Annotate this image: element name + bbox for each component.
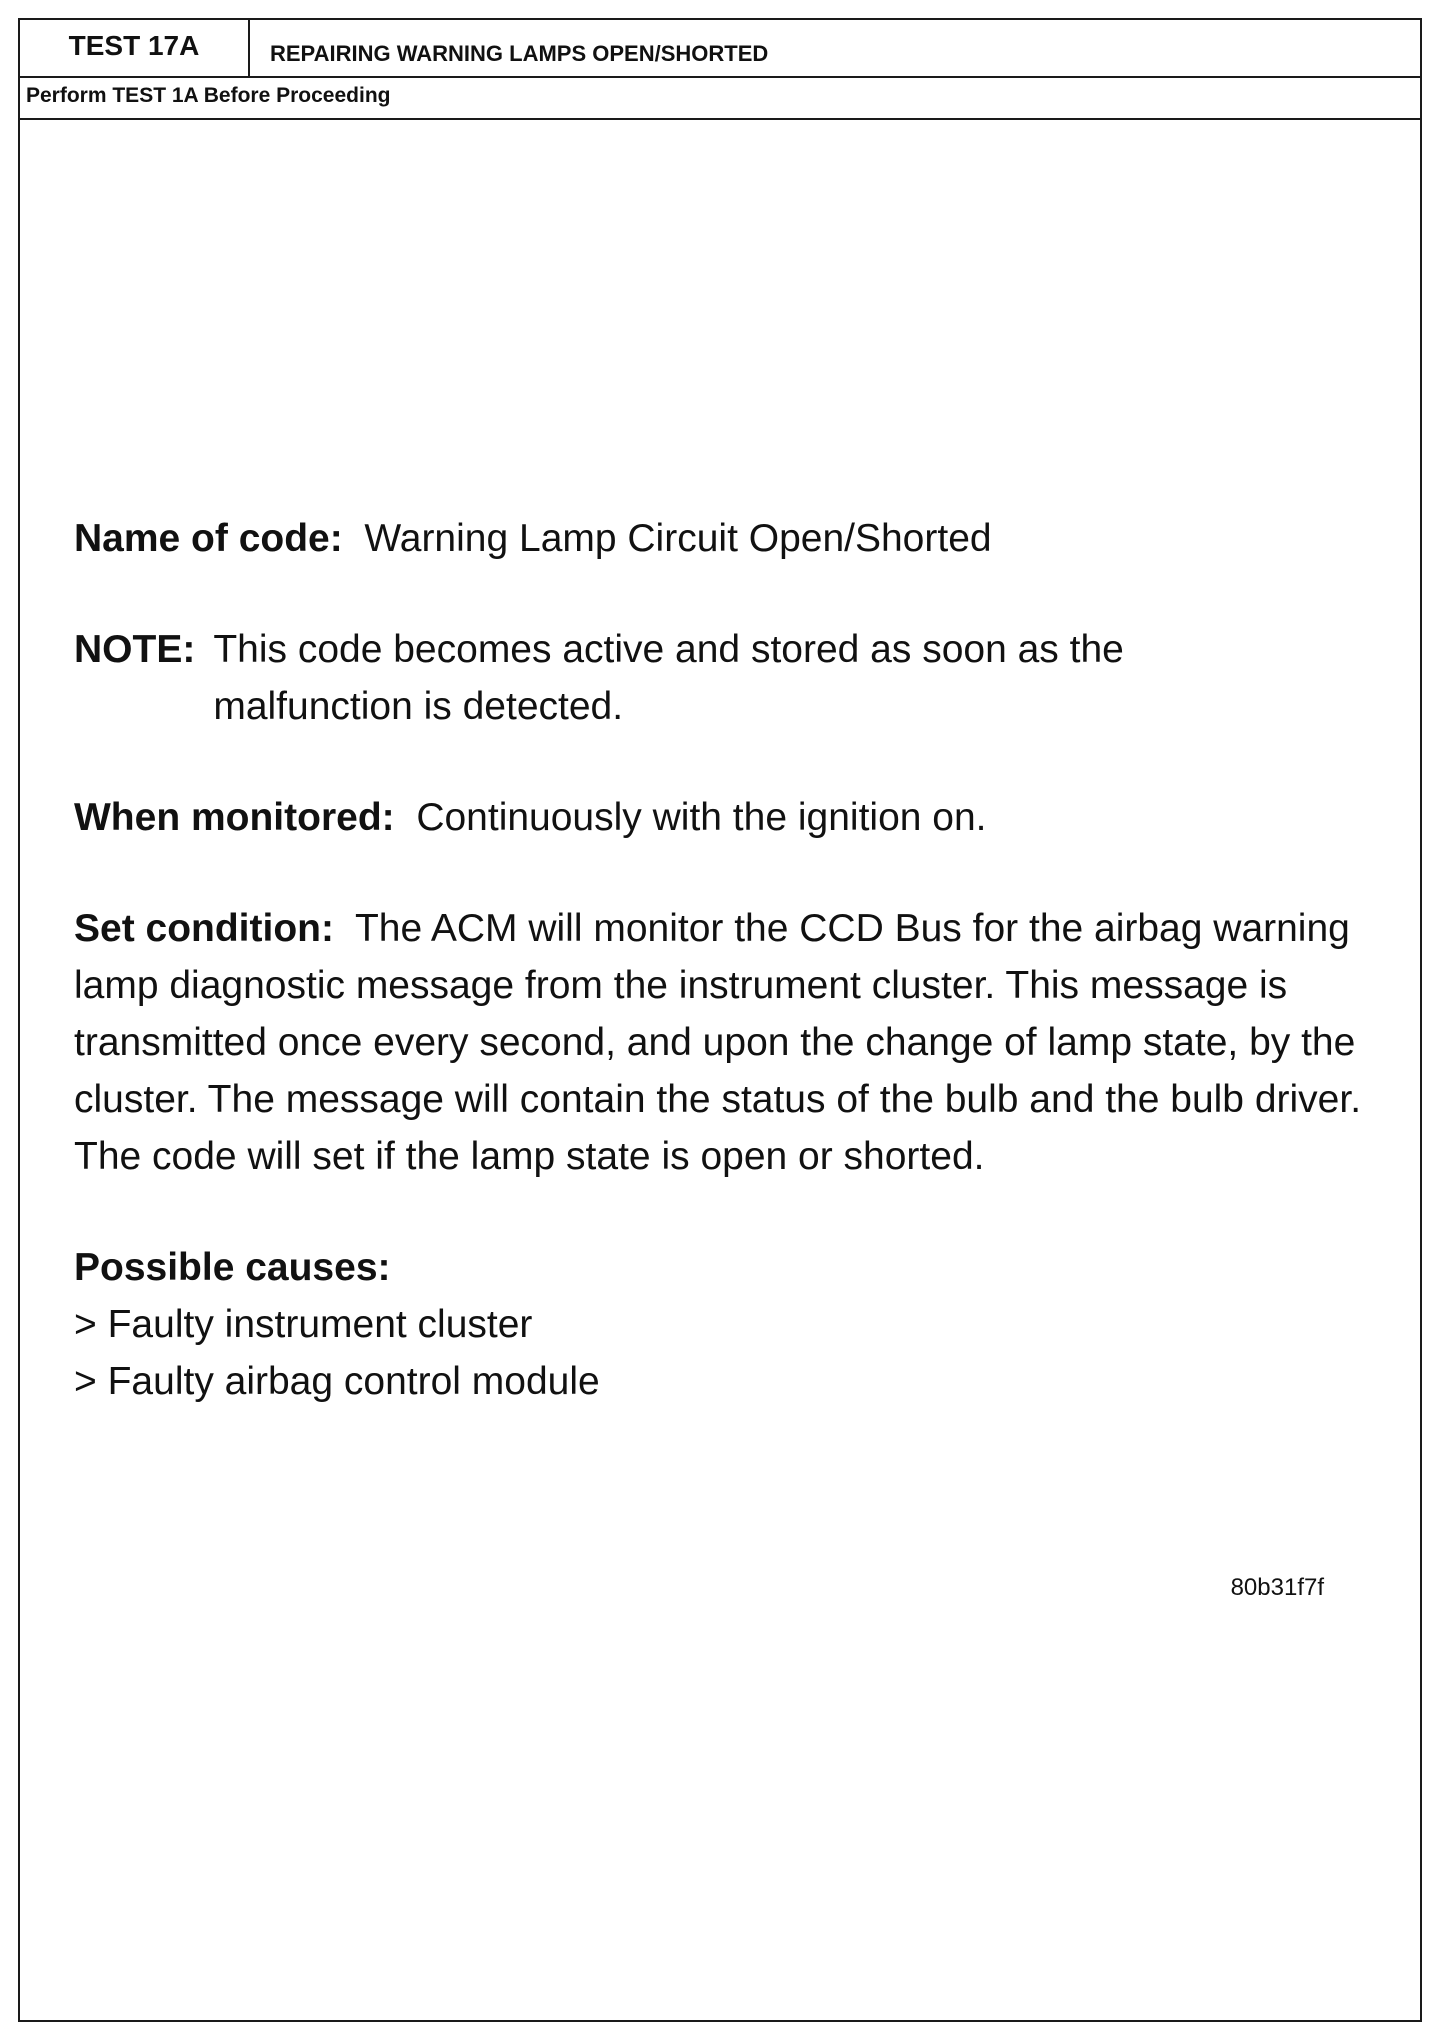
when-monitored-value: Continuously with the ignition on. <box>416 796 987 839</box>
document-frame <box>18 18 1422 2022</box>
note-label: NOTE: <box>74 628 196 671</box>
test-id: TEST 17A <box>20 20 250 76</box>
note <box>74 621 1384 735</box>
test-title: REPAIRING WARNING LAMPS OPEN/SHORTED <box>270 41 769 66</box>
possible-causes-list <box>74 1296 1384 1410</box>
header-row <box>20 20 1420 78</box>
prerequisite-note: Perform TEST 1A Before Proceeding <box>26 84 391 107</box>
list-item: > Faulty airbag control module <box>74 1360 600 1403</box>
when-monitored-label: When monitored: <box>74 796 395 839</box>
set-condition-label: Set condition: <box>74 907 334 950</box>
subheader-row <box>20 78 1420 120</box>
possible-causes-label: Possible causes: <box>74 1246 391 1289</box>
reference-code: 80b31f7f <box>1230 1574 1324 1601</box>
when-monitored <box>74 789 1384 846</box>
note-text: This code becomes active and stored as soon as the malfunction is detected. <box>213 628 1124 728</box>
list-item: > Faulty instrument cluster <box>74 1303 533 1346</box>
name-of-code-value: Warning Lamp Circuit Open/Shorted <box>364 517 992 560</box>
name-of-code <box>74 510 1384 567</box>
name-of-code-label: Name of code: <box>74 517 343 560</box>
set-condition-value: The ACM will monitor the CCD Bus for the airbag warning lamp diagnostic message from the instrument cluster. This message is transmitted once every second, and upon the change of lamp state, by the cluster. The message will contain the status of the bulb and the bulb driver. The code will set if the lamp state is open or shorted. <box>74 907 1362 1178</box>
possible-causes <box>74 1239 1384 1410</box>
set-condition <box>74 900 1384 1185</box>
content-body <box>74 510 1384 1410</box>
